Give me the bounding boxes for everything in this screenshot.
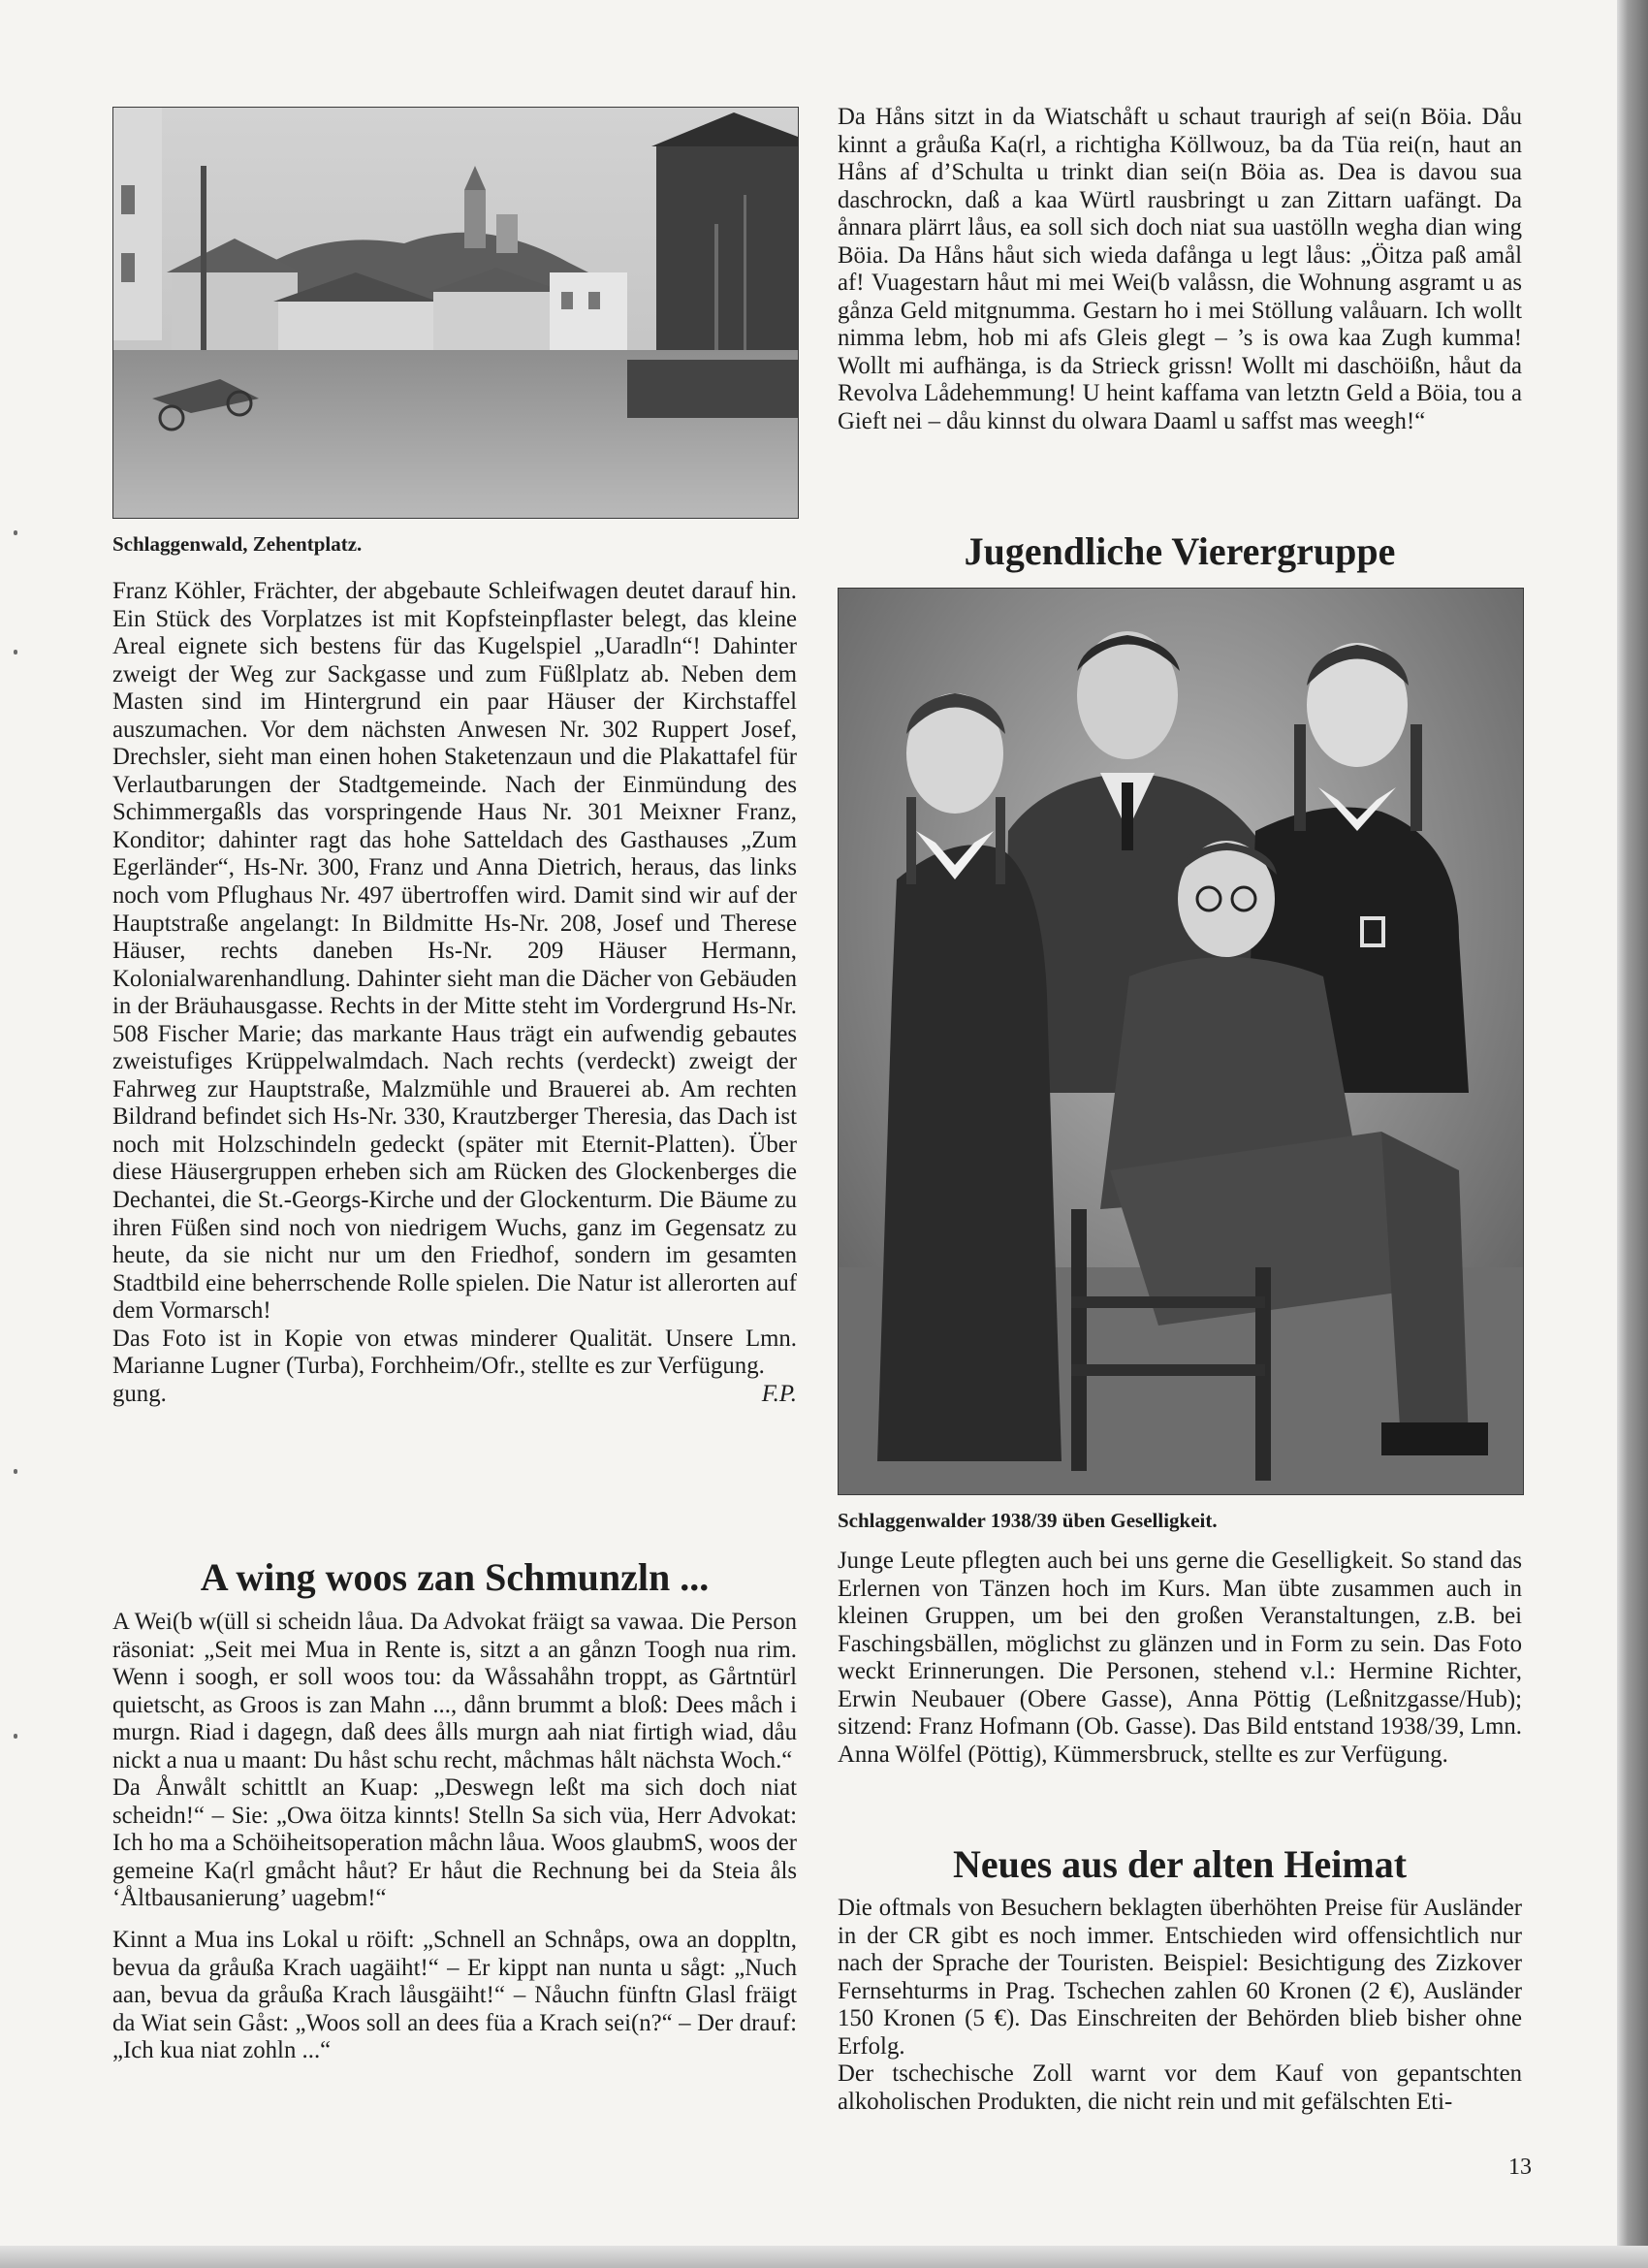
binding-mark bbox=[14, 1469, 17, 1474]
news-heading: Neues aus der alten Heimat bbox=[952, 1842, 1408, 1886]
scan-edge-right bbox=[1617, 0, 1648, 2268]
news-paragraph-1: Die oftmals von Besuchern beklagten überhöhten Preise für Ausländer in der CR gibt es noch immer. Entschieden wird offensichtlich nur nach der Sprache der Touristen. Beispiel: Besichtigung des Zizkover Fernsehturms in Prag. Tschechen zahlen 60 Kronen (2 €), Ausländer 150 Kronen (5 €). Das Einschreiten der Behörden blieb bisher ohne Erfolg. bbox=[838, 1895, 1522, 2060]
zehentplatz-photo bbox=[112, 107, 799, 519]
binding-mark bbox=[14, 1734, 17, 1739]
binding-mark bbox=[14, 650, 17, 655]
article-signature: F.P. bbox=[761, 1380, 797, 1407]
binding-mark bbox=[14, 530, 17, 535]
article-text: Franz Köhler, Frächter, der abgebaute Schleifwagen deutet darauf hin. Ein Stück des Vorplatzes ist mit Kopfsteinpflaster belegt, das kleine Areal eignete sich bestens für das Kugelspiel „Uaradln“! Dahinter zweigt der Weg zur Sackgasse und zum Füßlplatz ab. Neben dem Masten sind im Hintergrund ein paar Häuser der Kirchstaffel auszumachen. Vor dem nächsten Anwesen Nr. 302 Ruppert Josef, Drechsler, sieht man einen hohen Staketenzaun und die Plakattafel für Verlautbarungen der Stadtgemeinde. Nach der Einmündung des Schimmergaßls das vorspringende Haus Nr. 301 Meixner Franz, Konditor; dahinter ragt das hohe Satteldach des Gasthauses „Zum Egerländer“, Hs-Nr. 300, Franz und Anna Dietrich, heraus, das links noch vom Pflughaus Nr. 497 übertroffen wird. Damit sind wir auf der Hauptstraße angelangt: In Bildmitte Hs-Nr. 208, Josef und Therese Häuser, rechts daneben Hs-Nr. 209 Häuser Hermann, Kolonialwarenhandlung. Dahinter sieht man die Dächer von Gebäuden in der Bräuhausgasse. Rechts in der Mitte steht im Vordergrund Hs-Nr. 508 Fischer Marie; das markante Haus trägt ein aufwendig gebautes zweistufiges Krüppelwalmdach. Nach rechts (verdeckt) zweigt der Fahrweg zur Hauptstraße, Malzmühle und Brauerei ab. Am rechten Bildrand befindet sich Hs-Nr. 330, Krautzberger Theresia, das Dach ist noch mit Holzschindeln gedeckt (später mit Eternit-Platten). Über diese Häusergruppen erheben sich am Rücken des Glockenberges die Dechantei, die St.-Georgs-Kirche und der Glockenturm. Die Bäume zu ihren Füßen sind noch von niedrigem Wuchs, ganz im Gegensatz zu heute, da sie nicht nur um den Friedhof, sondern im gesamten Stadtbild eine beherrschende Rolle spielen. Die Natur ist allerorten auf dem Vormarsch! bbox=[112, 578, 797, 1325]
article-note: Das Foto ist in Kopie von etwas minderer Qualität. Unsere Lmn. Marianne Lugner (Turba), Forchheim/Ofr., stellte es zur Verfügung. bbox=[112, 1325, 797, 1380]
group-photo-caption: Schlaggenwalder 1938/39 üben Geselligkeit. bbox=[838, 1509, 1218, 1532]
story-text: Da Håns sitzt in da Wiatschåft u schaut traurigh af sei(n Böia. Dåu kinnt a gråußa Ka(rl, a richtigha Köllwouz, ba da Tüa rei(n, haut an Håns af d’Schulta u trinkt dian sei(n Böia as. Dea is davou sua daschrockn, daß a kaa Würtl rausbringt u zan Zittarn uafängt. Da ånnara plärrt låus, ea soll sich doch niat sua uastölln wegha dian wing Böia. Da Håns håut sich wieda dafånga u legt låus: „Öitza paß amål af! Vuagestarn håut mi mei Wei(b valåssn, die Wohnung asgramt u as gånza Geld mitgnumma. Gestarn ho i mei Stöllung valåuarn. Ich wollt nimma lebm, hob mi afs Gleis glegt – ’s is owa kaa Zugh kumma! Wollt mi aufhänga, is da Strieck grissn! Wollt mi daschöißn, håut da Revolva Lådehemmung! U heint kaffama van letztn Geld a Böia, tou a Gieft nei – dåu kinnst du olwara Daaml u saffst mas weegh!“ bbox=[838, 104, 1522, 435]
page-number: 13 bbox=[1508, 2155, 1532, 2180]
scan-edge-bottom bbox=[0, 2246, 1648, 2268]
humor-paragraph-1: A Wei(b w(üll si scheidn låua. Da Advokat fräigt sa vawaa. Die Person räsoniat: „Seit mei Mua in Rente is, sitzt a an gånzn Toogh nua rim. Wenn i soogh, er soll woos tou: da Wåssahåhn troppt, as Gårtntürl quietscht, as Groos is zan Mahn ..., dånn brummt a bloß: Dees måch i murgn. Riad i dagegn, daß dees ålls murgn aah niat firtigh wiad, dåu nickt a nua u maant: Du håst schu recht, måchmas hålt nächsta Woch.“ bbox=[112, 1609, 797, 1773]
article-note-end: gung. bbox=[112, 1380, 167, 1407]
humor-paragraph-3: Kinnt a Mua ins Lokal u röift: „Schnell an Schnåps, owa an doppltn, bevua da gråußa Krach uagäiht!“ – Er kippt nan nunta u sågt: „Nuch aan, bevua da gråußa Krach låusgäiht!“ – Nåuchn fünftn Glasl fräigt da Wiat sein Gåst: „Woos soll an dees füa a Krach sei(n?“ – Der drauf: „Ich kua niat zohln ...“ bbox=[112, 1927, 797, 2064]
group-heading: Jugendliche Vierergruppe bbox=[964, 529, 1396, 573]
news-paragraph-2: Der tschechische Zoll warnt vor dem Kauf von gepantschten alkoholischen Produkten, die nicht rein und mit gefälschten Eti- bbox=[838, 2060, 1522, 2115]
group-photo bbox=[838, 588, 1524, 1495]
humor-heading: A wing woos zan Schmunzln ... bbox=[200, 1555, 710, 1599]
humor-paragraph-2: Da Ånwålt schittlt an Kuap: „Deswegn leßt ma sich doch niat scheidn!“ – Sie: „Owa öitza kinnts! Stelln Sa sich vüa, Herr Advokat: Ich ho ma a Schöiheitsoperation måchn låua. Woos glaubmS, woos der gemeine Ka(rl gmåcht håut? Er håut die Rechnung bei da Steia åls ‘Åltbausanierung’ uagebm!“ bbox=[112, 1774, 797, 1912]
group-text: Junge Leute pflegten auch bei uns gerne die Geselligkeit. So stand das Erlernen von Tänzen hoch im Kurs. Man übte zusammen auch in kleinen Gruppen, um bei den großen Veranstaltungen, z.B. bei Faschingsbällen, möglichst zu glänzen und in Form zu sein. Das Foto weckt Erinnerungen. Die Personen, stehend v.l.: Hermine Richter, Erwin Neubauer (Obere Gasse), Anna Pöttig (Leßnitzgasse/Hub); sitzend: Franz Hofmann (Ob. Gasse). Das Bild entstand 1938/39, Lmn. Anna Wölfel (Pöttig), Kümmersbruck, stellte es zur Verfügung. bbox=[838, 1548, 1522, 1768]
photo-caption: Schlaggenwald, Zehentplatz. bbox=[112, 532, 363, 556]
